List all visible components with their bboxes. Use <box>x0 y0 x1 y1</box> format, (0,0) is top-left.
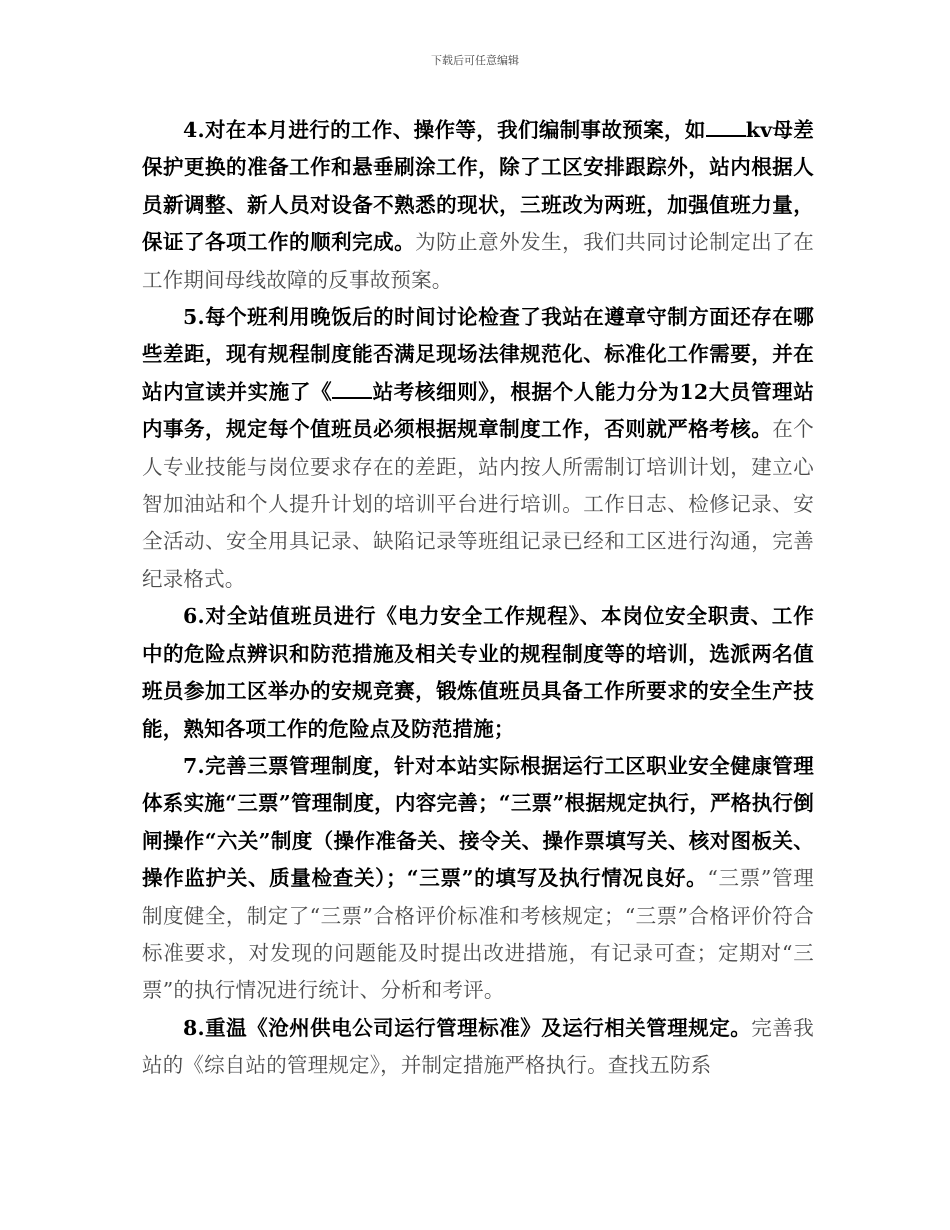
fill-in-blank <box>332 377 372 399</box>
paragraph-6 <box>142 598 814 748</box>
document-body <box>142 112 814 1085</box>
paragraph-4-bold-end: kv母差保护更换的准备工作和悬垂刷涂工作，除了工区安排跟踪外，站内根据人员新调整、新人员对设备不熟悉的现状，三班改为两班，加强值班力量，保证了各项工作的顺利完成。 <box>142 118 814 255</box>
paragraph-5 <box>142 299 814 598</box>
paragraph-4 <box>142 112 814 299</box>
paragraph-6-bold: 6.对全站值班员进行《电力安全工作规程》、本岗位安全职责、工作中的危险点辨识和防范措施及相关专业的规程制度等的培训，选派两名值班员参加工区举办的安规竞赛，锻炼值班员具备工作所要求的安全生产技能，熟知各项工作的危险点及防范措施； <box>142 604 814 741</box>
fill-in-blank <box>706 115 746 137</box>
paragraph-8-text: 完善我站的《综自站的管理规定》，并制定措施严格执行。查找五防系 <box>142 1015 814 1078</box>
paragraph-7 <box>142 748 814 1010</box>
paragraph-8-bold: 8.重温《沧州供电公司运行管理标准》及运行相关管理规定。 <box>183 1015 752 1040</box>
paragraph-7-text: “三票”管理制度健全，制定了“三票”合格评价标准和考核规定；“三票”合格评价符合标准要求，对发现的问题能及时提出改进措施，有记录可查；定期对“三票”的执行情况进行统计、分析和考评。 <box>142 866 814 1003</box>
paragraph-5-text: 在个人专业技能与岗位要求存在的差距，站内按人所需制订培训计划，建立心智加油站和个人提升计划的培训平台进行培训。工作日志、检修记录、安全活动、安全用具记录、缺陷记录等班组记录已经和工区进行沟通，完善纪录格式。 <box>142 417 815 591</box>
paragraph-7-bold: 7.完善三票管理制度，针对本站实际根据运行工区职业安全健康管理体系实施“三票”管理制度，内容完善；“三票”根据规定执行，严格执行倒闸操作“六关”制度（操作准备关、接令关、操作票填写关、核对图板关、操作监护关、质量检查关）；“三票”的填写及执行情况良好。 <box>142 753 814 891</box>
paragraph-4-text: 为防止意外发生，我们共同讨论制定出了在工作期间母线故障的反事故预案。 <box>142 230 814 292</box>
paragraph-4-bold-start: 4.对在本月进行的工作、操作等，我们编制事故预案，如 <box>183 118 706 142</box>
page-header: 下载后可任意编辑 <box>431 54 519 67</box>
paragraph-5-bold-end: 站考核细则》，根据个人能力分为12大员管理站内事务，规定每个值班员必须根据规章制度工作，否则就严格考核。 <box>142 379 814 442</box>
paragraph-8 <box>142 1010 814 1085</box>
paragraph-5-bold-start: 5.每个班利用晚饭后的时间讨论检查了我站在遵章守制方面还存在哪些差距，现有规程制度能否满足现场法律规范化、标准化工作需要，并在站内宣读并实施了《 <box>142 305 814 404</box>
